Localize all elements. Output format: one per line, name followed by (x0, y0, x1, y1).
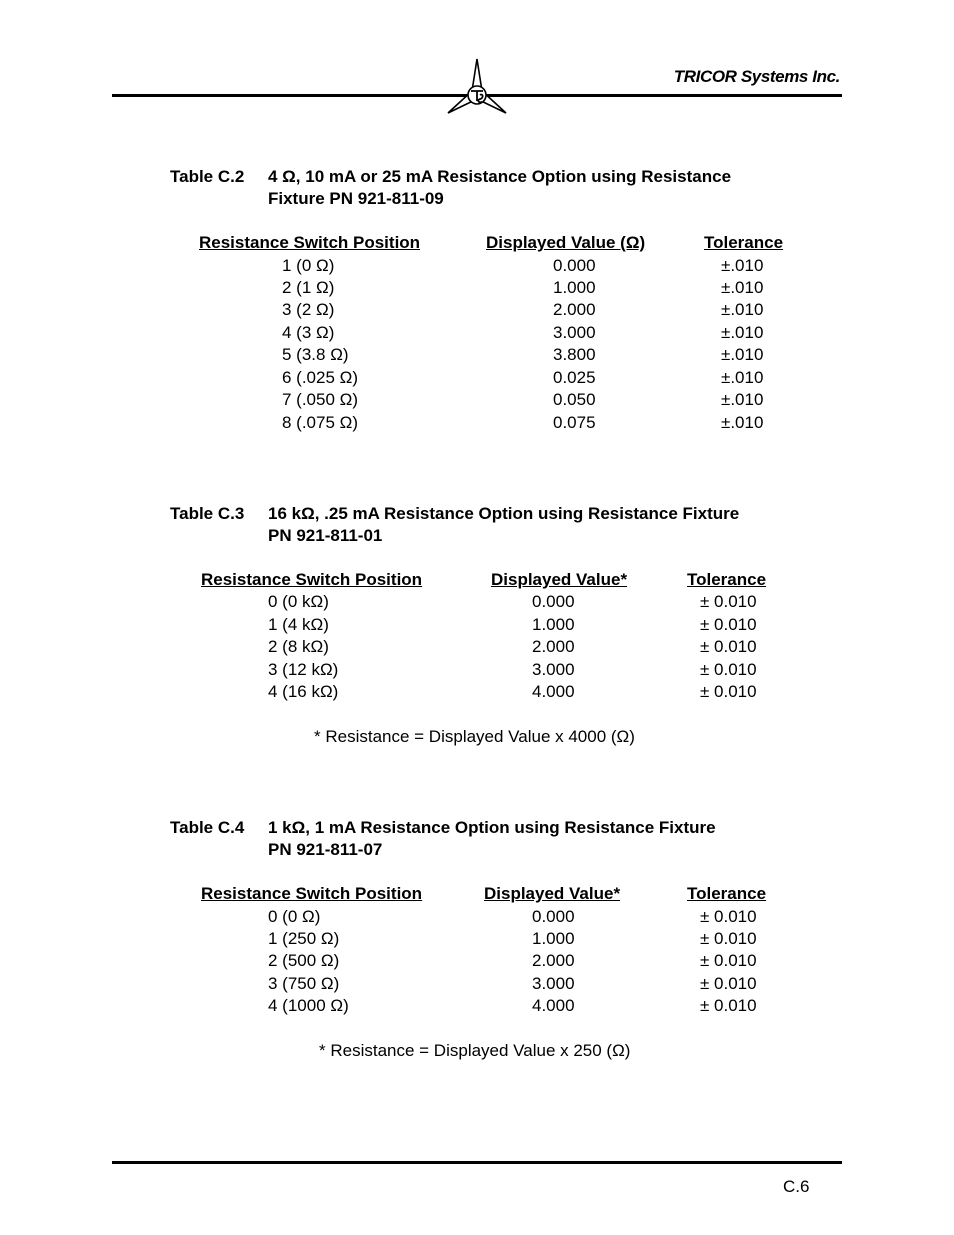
table-c3-tolerance-cell: ± 0.010 (700, 660, 757, 679)
table-c2-position-cell: 2 (1 Ω) (282, 278, 335, 297)
table-c2-tolerance-cell: ±.010 (721, 390, 764, 409)
table-c2-position-cell: 8 (.075 Ω) (282, 413, 359, 432)
table-c4-note: * Resistance = Displayed Value x 250 (Ω) (319, 1041, 631, 1060)
page-number: C.6 (783, 1177, 810, 1196)
table-c2-value-cell: 0.025 (553, 368, 596, 387)
table-c2-value-cell: 0.050 (553, 390, 596, 409)
table-c3-position-cell: 4 (16 kΩ) (268, 682, 339, 701)
table-c4-title-line1: 1 kΩ, 1 mA Resistance Option using Resistance Fixture (268, 818, 716, 837)
table-c2-position-cell: 7 (.050 Ω) (282, 390, 359, 409)
table-c4-tolerance-cell: ± 0.010 (700, 996, 757, 1015)
table-c2-title-line2: Fixture PN 921-811-09 (268, 189, 444, 208)
table-c2-tolerance-cell: ±.010 (721, 278, 764, 297)
table-c3-value-cell: 1.000 (532, 615, 575, 634)
table-c2-tolerance-cell: ±.010 (721, 300, 764, 319)
footer-rule (112, 1161, 842, 1164)
table-c4-position-cell: 1 (250 Ω) (268, 929, 340, 948)
table-c4-header-tolerance: Tolerance (687, 884, 767, 903)
table-c3-position-cell: 2 (8 kΩ) (268, 637, 329, 656)
table-c2-position-cell: 5 (3.8 Ω) (282, 345, 349, 364)
table-c4-value-cell: 2.000 (532, 951, 575, 970)
table-c2-tolerance-cell: ±.010 (721, 256, 764, 275)
table-c4-position-cell: 2 (500 Ω) (268, 951, 340, 970)
table-c2-position-cell: 3 (2 Ω) (282, 300, 335, 319)
table-c3-header-tolerance: Tolerance (687, 570, 767, 589)
table-c3-value-cell: 4.000 (532, 682, 575, 701)
table-c3-tolerance-cell: ± 0.010 (700, 682, 757, 701)
table-c2-header-position: Resistance Switch Position (199, 233, 421, 252)
table-c2-title-line1: 4 Ω, 10 mA or 25 mA Resistance Option using Resistance (268, 167, 732, 186)
table-c2-header-displayed: Displayed Value (Ω) (486, 233, 646, 252)
table-c3-note: * Resistance = Displayed Value x 4000 (Ω) (314, 727, 635, 746)
table-c3-position-cell: 1 (4 kΩ) (268, 615, 329, 634)
table-c2-position-cell: 4 (3 Ω) (282, 323, 335, 342)
company-name: TRICOR Systems Inc. (673, 67, 840, 86)
table-c3-value-cell: 0.000 (532, 592, 575, 611)
table-c4-tolerance-cell: ± 0.010 (700, 974, 757, 993)
table-c4-header-position: Resistance Switch Position (201, 884, 423, 903)
table-c2-header-tolerance: Tolerance (704, 233, 784, 252)
table-c2-tolerance-cell: ±.010 (721, 368, 764, 387)
table-c2-value-cell: 1.000 (553, 278, 596, 297)
table-c3-header-displayed: Displayed Value* (491, 570, 628, 589)
table-c3-tolerance-cell: ± 0.010 (700, 592, 757, 611)
table-c4-value-cell: 1.000 (532, 929, 575, 948)
table-c4-value-cell: 0.000 (532, 907, 575, 926)
table-c3-tolerance-cell: ± 0.010 (700, 615, 757, 634)
table-c2-value-cell: 3.800 (553, 345, 596, 364)
table-c4-position-cell: 3 (750 Ω) (268, 974, 340, 993)
table-c3-position-cell: 3 (12 kΩ) (268, 660, 339, 679)
table-c4-tolerance-cell: ± 0.010 (700, 907, 757, 926)
tricor-logo-icon (446, 57, 508, 115)
table-c3-position-cell: 0 (0 kΩ) (268, 592, 329, 611)
table-c4-value-cell: 3.000 (532, 974, 575, 993)
table-c4-label: Table C.4 (170, 818, 245, 837)
table-c2-value-cell: 3.000 (553, 323, 596, 342)
table-c4-tolerance-cell: ± 0.010 (700, 929, 757, 948)
table-c3-tolerance-cell: ± 0.010 (700, 637, 757, 656)
table-c2-value-cell: 2.000 (553, 300, 596, 319)
table-c2-position-cell: 1 (0 Ω) (282, 256, 335, 275)
table-c2-value-cell: 0.000 (553, 256, 596, 275)
table-c4-tolerance-cell: ± 0.010 (700, 951, 757, 970)
table-c2-value-cell: 0.075 (553, 413, 596, 432)
table-c4-position-cell: 0 (0 Ω) (268, 907, 321, 926)
table-c4-position-cell: 4 (1000 Ω) (268, 996, 349, 1015)
table-c3-title-line2: PN 921-811-01 (268, 526, 383, 545)
table-c3-value-cell: 2.000 (532, 637, 575, 656)
table-c2-tolerance-cell: ±.010 (721, 413, 764, 432)
table-c2-tolerance-cell: ±.010 (721, 323, 764, 342)
table-c3-label: Table C.3 (170, 504, 245, 523)
table-c3-value-cell: 3.000 (532, 660, 575, 679)
table-c3-header-position: Resistance Switch Position (201, 570, 423, 589)
table-c2-label: Table C.2 (170, 167, 245, 186)
table-c4-value-cell: 4.000 (532, 996, 575, 1015)
table-c4-title-line2: PN 921-811-07 (268, 840, 383, 859)
table-c2-position-cell: 6 (.025 Ω) (282, 368, 359, 387)
table-c2-tolerance-cell: ±.010 (721, 345, 764, 364)
table-c3-title-line1: 16 kΩ, .25 mA Resistance Option using Resistance Fixture (268, 504, 740, 523)
table-c4-header-displayed: Displayed Value* (484, 884, 621, 903)
